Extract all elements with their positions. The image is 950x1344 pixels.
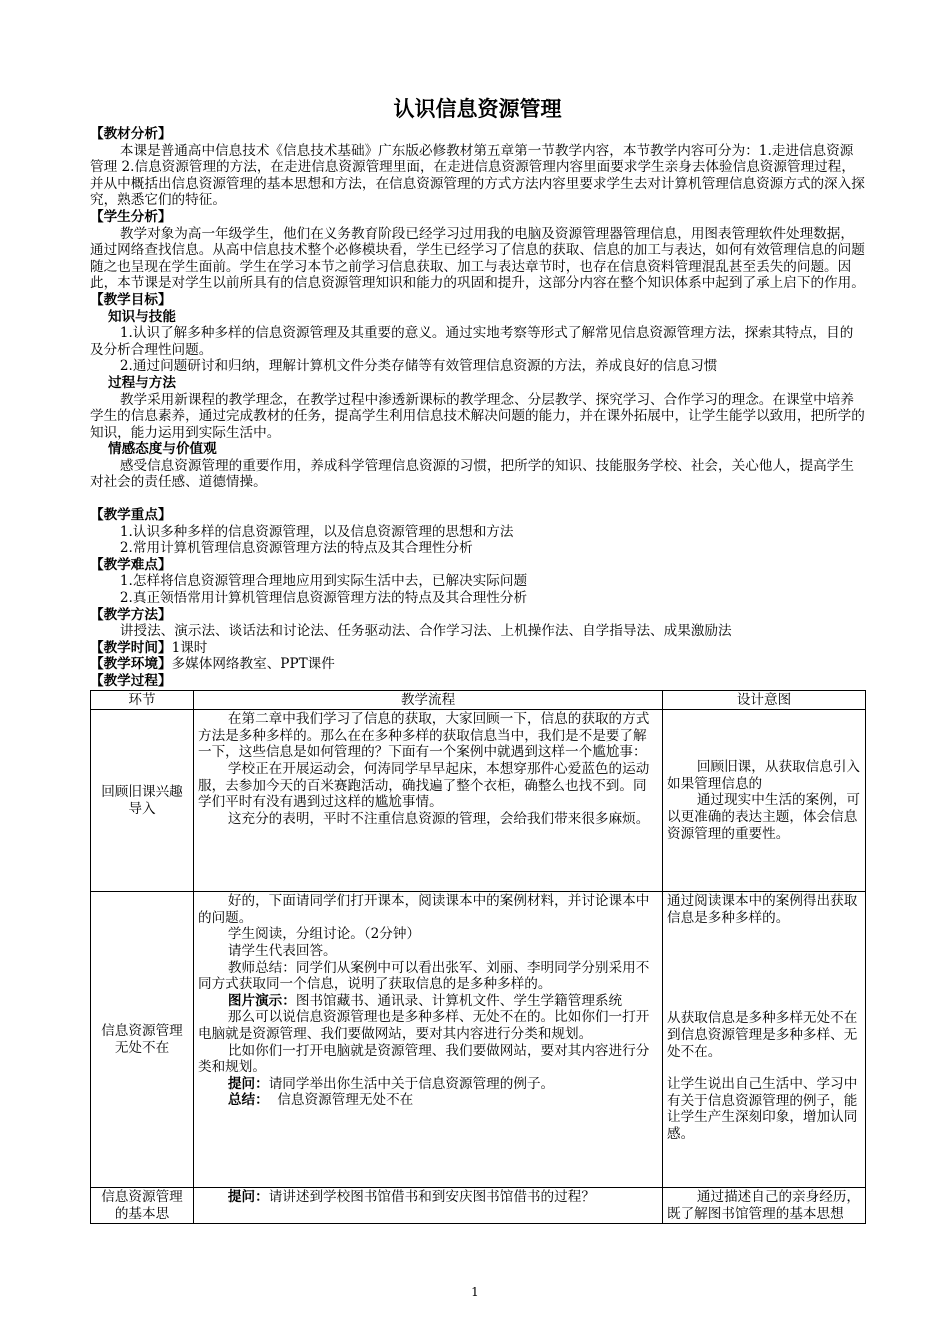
intent-cell bbox=[663, 892, 866, 1188]
header-flow: 教学流程 bbox=[194, 690, 663, 710]
flow-paragraph: 在第二章中我们学习了信息的获取，大家回顾一下，信息的获取的方式方法是多种多样的。那么在在多种多样的获取信息当中，我们是不是要了解一下，这些信息是如何管理的？下面有一个案例中就遇到这样一个尴尬事： bbox=[198, 711, 650, 761]
flow-paragraph bbox=[198, 993, 658, 1010]
page-title: 认识信息资源管理 bbox=[393, 97, 562, 121]
table-row bbox=[91, 1188, 866, 1224]
difficulty-2: 2.真正领悟常用计算机管理信息资源管理方法的特点及其合理性分析 bbox=[119, 590, 528, 607]
intent-paragraph: 通过现实中生活的案例，可以更准确的表达主题，体会信息资源管理的重要性。 bbox=[667, 792, 861, 842]
header-intent: 设计意图 bbox=[663, 690, 866, 710]
student-text: 教学对象为高一年级学生，他们在义务教育阶段已经学习过用我的电脑及资源管理器管理信息，用图表管理软件处理数据，通过网络查找信息。从高中信息技术整个必修模块看，学生已经学习了信息的获取、信息的加工与表达，如何有效管理信息的问题随之也呈现在学生面前。学生在学习本节之前学习信息获取、加工与表达章节时，也存在信息资料管理混乱甚至丢失的问题。因此，本节课是对学生以前所具有的信息资源管理知识和能力的巩固和提升，这部分内容在整个知识体系中起到了承上启下的作用。 bbox=[90, 225, 865, 292]
flow-cell bbox=[194, 1188, 663, 1224]
document-body bbox=[90, 96, 865, 1224]
section-heading-env: 【教学环境】 bbox=[90, 656, 172, 673]
flow-paragraph: 那么可以说信息资源管理也是多种多样、无处不在的。比如你们一打开电脑就是资源管理、我们要做网站，要对其内容进行分类和规划。 bbox=[198, 1009, 650, 1042]
section-heading-key: 【教学重点】 bbox=[90, 507, 172, 524]
flow-paragraph: 学生阅读，分组讨论。（2分钟） bbox=[227, 926, 421, 943]
intent-paragraph: 让学生说出自己生活中、学习中有关于信息资源管理的例子，能让学生产生深刻印象，增加认同感。 bbox=[667, 1076, 858, 1142]
flow-cell bbox=[194, 892, 663, 1188]
goal-knowledge-1: 1.认识了解多种多样的信息资源管理及其重要的意义。通过实地考察等形式了解常见信息资源管理方法，探索其特点，目的及分析合理性问题。 bbox=[90, 325, 854, 358]
table-header-row bbox=[91, 690, 866, 710]
stage-cell: 信息资源管理无处不在 bbox=[91, 892, 194, 1188]
env-text: 多媒体网络教室、PPT课件 bbox=[171, 656, 335, 673]
question-label: 提问： bbox=[227, 1075, 269, 1092]
env-line bbox=[90, 656, 865, 673]
intent-paragraph: 通过描述自己的亲身经历，既了解图书馆管理的基本思想 bbox=[667, 1189, 861, 1222]
flow-paragraph: 好的，下面请同学们打开课本，阅读课本中的案例材料，并讨论课本中的问题。 bbox=[198, 893, 650, 926]
difficulty-1: 1.怎样将信息资源管理合理地应用到实际生活中去，已解决实际问题 bbox=[119, 573, 528, 590]
table-row bbox=[91, 892, 866, 1188]
intent-spacer bbox=[667, 1060, 861, 1076]
section-heading-difficulty: 【教学难点】 bbox=[90, 556, 172, 573]
question-text: 请讲述到学校图书馆借书和到安庆图书馆借书的过程？ bbox=[268, 1189, 595, 1206]
flow-paragraph: 这充分的表明，平时不注重信息资源的管理，会给我们带来很多麻烦。 bbox=[227, 810, 650, 827]
spacer bbox=[90, 491, 865, 507]
flow-paragraph: 比如你们一打开电脑就是资源管理、我们要做网站，要对其内容进行分类和规划。 bbox=[198, 1042, 650, 1076]
intent-cell bbox=[663, 1188, 866, 1224]
flow-paragraph bbox=[198, 1189, 658, 1206]
page-number: 1 bbox=[471, 1285, 479, 1299]
intent-cell bbox=[663, 710, 866, 892]
key-point-2: 2.常用计算机管理信息资源管理方法的特点及其合理性分析 bbox=[119, 540, 473, 557]
goal-knowledge-2: 2.通过问题研讨和归纳，理解计算机文件分类存储等有效管理信息资源的方法，养成良好的信息习惯 bbox=[119, 358, 718, 375]
intent-spacer bbox=[667, 926, 861, 1010]
flow-paragraph: 请学生代表回答。 bbox=[227, 942, 337, 959]
goal-emotion-text: 感受信息资源管理的重要作用，养成科学管理信息资源的习惯，把所学的知识、技能服务学校、社会，关心他人，提高学生对社会的责任感、道德情操。 bbox=[90, 457, 854, 491]
section-heading-material: 【教材分析】 bbox=[90, 126, 172, 142]
question-label: 提问： bbox=[227, 1189, 269, 1206]
section-heading-goals: 【教学目标】 bbox=[90, 291, 172, 308]
stage-cell: 信息资源管理的基本思 bbox=[91, 1188, 194, 1224]
flow-paragraph: 学校正在开展运动会，何涛同学早早起床，本想穿那件心爱蓝色的运动服，去参加今天的百米赛跑活动，确找遍了整个衣柜，确整么也找不到。同学们平时有没有遇到过这样的尴尬事情。 bbox=[198, 760, 650, 811]
flow-paragraph bbox=[198, 1076, 658, 1093]
intent-paragraph: 回顾旧课，从获取信息引入如果管理信息的 bbox=[667, 759, 861, 792]
method-text: 讲授法、演示法、谈话法和讨论法、任务驱动法、合作学习法、上机操作法、自学指导法、成果激励法 bbox=[119, 623, 732, 640]
table-row bbox=[91, 710, 866, 892]
section-heading-student: 【学生分析】 bbox=[90, 208, 172, 225]
summary-label: 总结： bbox=[227, 1092, 269, 1109]
header-stage: 环节 bbox=[91, 690, 194, 710]
section-heading-time: 【教学时间】 bbox=[90, 639, 172, 656]
material-text: 本课是普通高中信息技术《信息技术基础》广东版必修教材第五章第一节教学内容，本节教学内容可分为：1.走进信息资源管理 2.信息资源管理的方法，在走进信息资源管理里面，在走进信息资源管理内容里面要求学生亲身去体验信息资源管理过程，并从中概括出信息资源管理的基本思想和方法，在信息资源管理的方式方法内容里要求学生去对计算机管理信息资源方式的深入探究，熟悉它们的特征。 bbox=[90, 142, 865, 209]
key-point-1: 1.认识多种多样的信息资源管理，以及信息资源管理的思想和方法 bbox=[119, 523, 514, 540]
picture-demo-text: 图书馆藏书、通讯录、计算机文件、学生学籍管理系统 bbox=[295, 992, 623, 1009]
section-heading-process: 【教学过程】 bbox=[90, 673, 172, 689]
goal-knowledge-heading: 知识与技能 bbox=[108, 308, 176, 325]
picture-demo-label: 图片演示： bbox=[227, 992, 296, 1009]
flow-paragraph bbox=[198, 1092, 658, 1109]
process-table bbox=[90, 690, 866, 1225]
section-heading-method: 【教学方法】 bbox=[90, 606, 172, 623]
time-text: 1课时 bbox=[171, 639, 208, 656]
time-line bbox=[90, 640, 865, 657]
intent-paragraph: 通过阅读课本中的案例得出获取信息是多种多样的。 bbox=[667, 893, 858, 926]
question-text: 请同学举出你生活中关于信息资源管理的例子。 bbox=[268, 1075, 555, 1092]
goal-process-heading: 过程与方法 bbox=[108, 374, 176, 391]
goal-process-text: 教学采用新课程的教学理念，在教学过程中渗透新课标的教学理念、分层教学、探究学习、合作学习的理念。在课堂中培养学生的信息素养，通过完成教材的任务，提高学生利用信息技术解决问题的能力，并在课外拓展中，让学生能学以致用，把所学的知识，能力运用到实际生活中。 bbox=[90, 391, 865, 441]
goal-emotion-heading: 情感态度与价值观 bbox=[108, 441, 217, 458]
flow-paragraph: 教师总结：同学们从案例中可以看出张军、刘丽、李明同学分别采用不同方式获取同一个信息，说明了获取信息的是多种多样的。 bbox=[198, 959, 650, 993]
intent-paragraph: 从获取信息是多种多样无处不在到信息资源管理是多种多样、无处不在。 bbox=[667, 1010, 858, 1060]
stage-cell: 回顾旧课兴趣导入 bbox=[91, 710, 194, 892]
flow-cell bbox=[194, 710, 663, 892]
summary-text: 信息资源管理无处不在 bbox=[268, 1092, 414, 1109]
